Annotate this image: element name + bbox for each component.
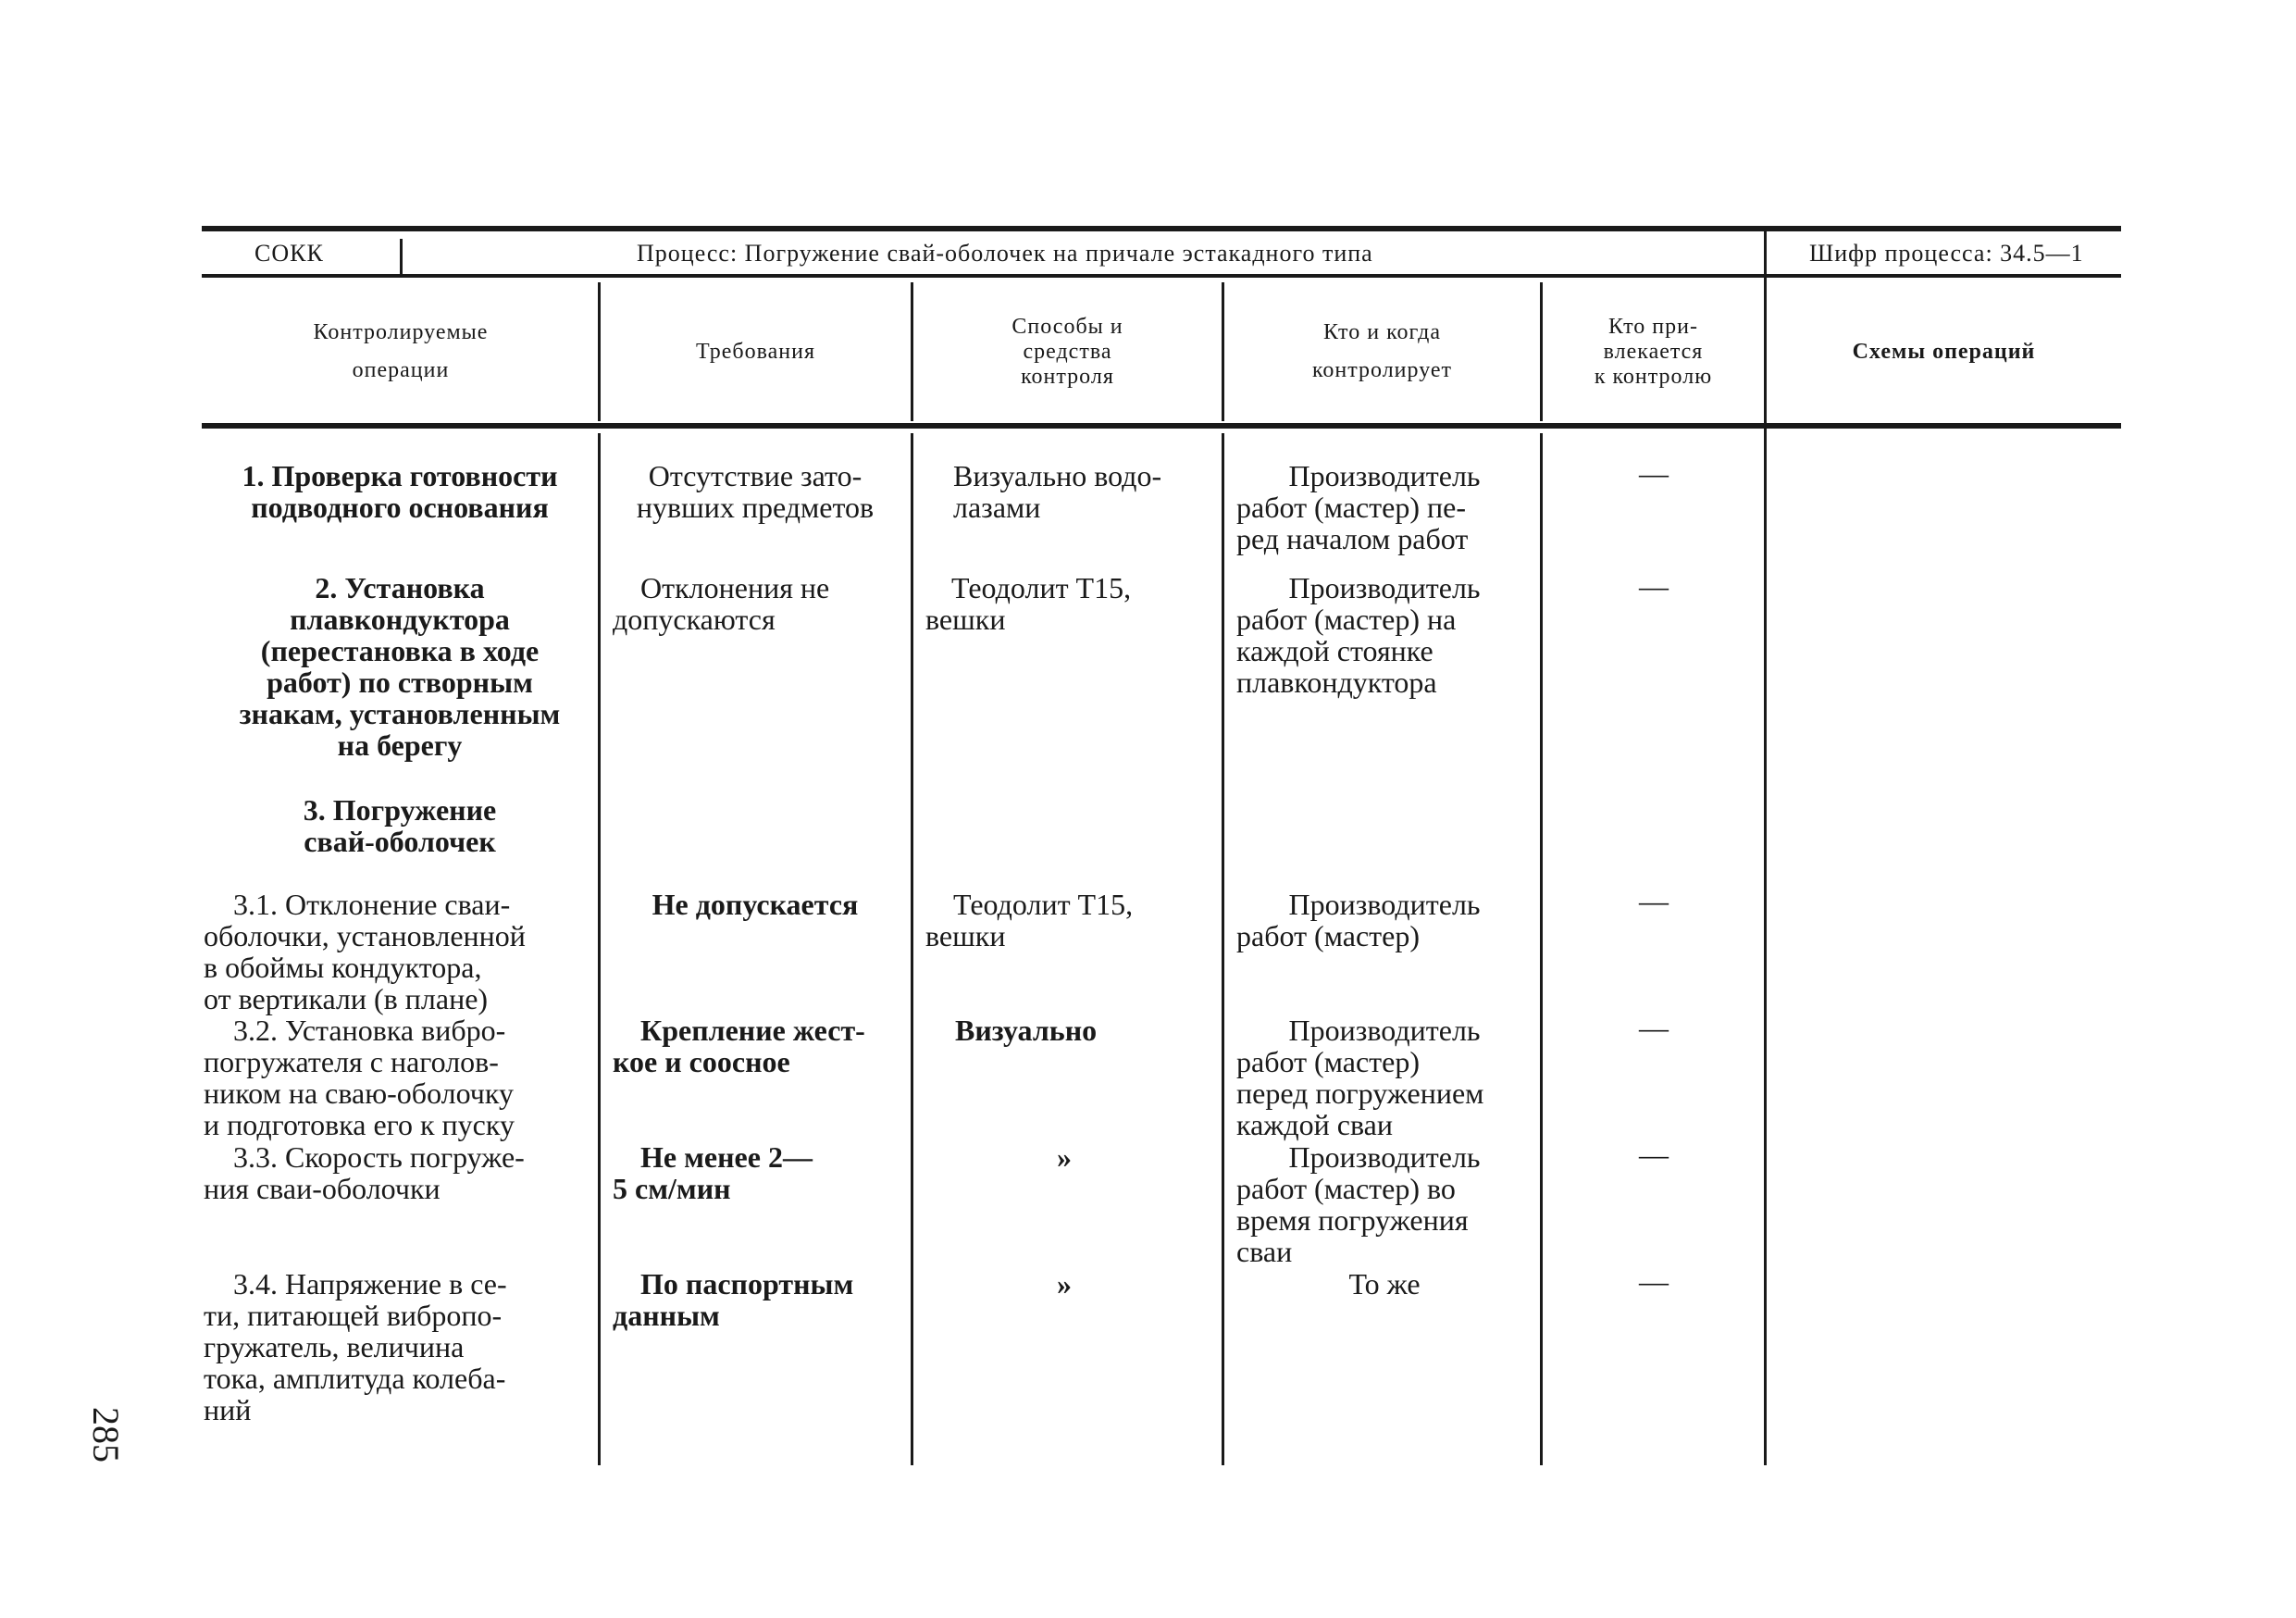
- row33-method-ditto: »: [1057, 1140, 1072, 1174]
- row2-requirement: [613, 572, 900, 635]
- col-header-involved: [1543, 282, 1764, 421]
- col-header-schemes: [1767, 282, 2121, 421]
- col-header-methods: [913, 282, 1222, 421]
- page-number: 285: [85, 1407, 127, 1462]
- text-line: сваи: [1236, 1235, 1293, 1268]
- process-cipher: Шифр процесса: 34.5—1: [1809, 240, 2084, 267]
- row32-requirement: [613, 1014, 900, 1077]
- text-line: подводного основания: [251, 491, 549, 524]
- text-line: 5 см/мин: [613, 1172, 731, 1205]
- row2-who: [1236, 572, 1533, 698]
- text-line: перед погружением: [1236, 1077, 1484, 1110]
- text-line: допускаются: [613, 603, 776, 636]
- row34-involved: —: [1639, 1264, 1669, 1298]
- text-line: работ (мастер): [1236, 1045, 1420, 1078]
- col-header-line: влекается: [1603, 339, 1704, 364]
- text-line: Теодолит Т15,: [953, 888, 1134, 921]
- text-line: тока, амплитуда колеба-: [204, 1362, 506, 1395]
- text-line: То же: [1348, 1267, 1421, 1301]
- text-line: знакам, установленным: [239, 697, 561, 730]
- text-line: (перестановка в ходе: [260, 634, 540, 667]
- row31-operation: [204, 889, 590, 1014]
- row31-involved: —: [1639, 884, 1669, 917]
- body-divider-2: [911, 433, 913, 1465]
- body-divider-1: [598, 433, 601, 1465]
- text-line: каждой сваи: [1236, 1108, 1393, 1141]
- row31-who: [1236, 889, 1533, 952]
- row33-who: [1236, 1141, 1533, 1267]
- text-line: работ (мастер): [1236, 919, 1420, 952]
- text-line: Отсутствие зато-: [648, 459, 863, 492]
- col-header-line: к контролю: [1594, 364, 1713, 389]
- col-header-line: Требования: [695, 339, 815, 364]
- text-line: 3.1. Отклонение сваи-: [233, 888, 511, 921]
- text-line: каждой стоянке: [1236, 634, 1433, 667]
- text-line: ний: [204, 1393, 252, 1426]
- process-title: Процесс: Погружение свай-оболочек на причале эстакадного типа: [637, 240, 1373, 267]
- col-header-requirements: [601, 282, 911, 421]
- row32-who: [1236, 1014, 1533, 1140]
- top-divider-code: [400, 239, 403, 274]
- row1-who: [1236, 460, 1533, 554]
- text-line: 3.3. Скорость погруже-: [233, 1140, 525, 1174]
- text-line: работ (мастер) на: [1236, 603, 1457, 636]
- body-divider-3: [1222, 433, 1224, 1465]
- col-header-line: контроля: [1021, 364, 1114, 389]
- row31-requirement: [607, 889, 903, 920]
- row1-method: [925, 460, 1212, 523]
- row32-method: [925, 1014, 1214, 1046]
- col-header-line: операции: [352, 358, 450, 382]
- row32-involved: —: [1639, 1011, 1669, 1044]
- row2-involved: —: [1639, 569, 1669, 603]
- text-line: По паспортным: [640, 1267, 854, 1301]
- text-line: ти, питающей вибропо-: [204, 1299, 503, 1332]
- col-header-line: контролирует: [1311, 358, 1453, 382]
- text-line: плавкондуктора: [290, 603, 510, 636]
- row34-operation: [204, 1268, 590, 1425]
- text-line: от вертикали (в плане): [204, 982, 489, 1015]
- text-line: 3.2. Установка вибро-: [233, 1014, 506, 1047]
- text-line: Производитель: [1288, 1140, 1481, 1174]
- text-line: 3. Погружение: [303, 793, 497, 827]
- text-line: время погружения: [1236, 1203, 1469, 1237]
- row1-involved: —: [1639, 456, 1669, 490]
- text-line: Визуально водо-: [953, 459, 1162, 492]
- text-line: вешки: [925, 603, 1006, 636]
- row2-method: [925, 572, 1214, 635]
- text-line: вешки: [925, 919, 1006, 952]
- row33-involved: —: [1639, 1138, 1669, 1171]
- text-line: Теодолит Т15,: [951, 571, 1132, 604]
- text-line: работ) по створным: [267, 666, 533, 699]
- text-line: кое и соосное: [613, 1045, 790, 1078]
- row34-who: [1236, 1268, 1533, 1300]
- text-line: Производитель: [1288, 571, 1481, 604]
- text-line: Визуально: [955, 1014, 1098, 1047]
- text-line: ником на сваю-оболочку: [204, 1077, 514, 1110]
- text-line: Производитель: [1288, 888, 1481, 921]
- row33-operation: [204, 1141, 590, 1204]
- text-line: плавкондуктора: [1236, 666, 1437, 699]
- text-line: ред началом работ: [1236, 522, 1469, 555]
- text-line: 1. Проверка готовности: [242, 459, 558, 492]
- text-line: Не менее 2—: [640, 1140, 813, 1174]
- text-line: Крепление жест-: [640, 1014, 865, 1047]
- text-line: Производитель: [1288, 1014, 1481, 1047]
- text-line: ния сваи-оболочки: [204, 1172, 441, 1205]
- col-header-line: Схемы операций: [1852, 339, 2036, 364]
- text-line: свай-оболочек: [304, 825, 496, 858]
- body-divider-4: [1540, 433, 1543, 1465]
- text-line: Производитель: [1288, 459, 1481, 492]
- text-line: Не допускается: [652, 888, 859, 921]
- col-header-who-when: [1224, 282, 1540, 421]
- row34-requirement: [613, 1268, 900, 1331]
- text-line: оболочки, установленной: [204, 919, 526, 952]
- text-line: 2. Установка: [315, 571, 485, 604]
- col-header-operations: [204, 282, 598, 421]
- text-line: и подготовка его к пуску: [204, 1108, 515, 1141]
- row1-operation: [204, 460, 596, 523]
- text-line: работ (мастер) во: [1236, 1172, 1456, 1205]
- row31-method: [925, 889, 1214, 952]
- text-line: нувших предметов: [636, 491, 875, 524]
- row1-requirement: [607, 460, 903, 523]
- col-header-line: Кто и когда: [1322, 320, 1442, 344]
- text-line: Отклонения не: [640, 571, 830, 604]
- text-line: в обоймы кондуктора,: [204, 951, 482, 984]
- text-line: данным: [613, 1299, 720, 1332]
- text-line: работ (мастер) пе-: [1236, 491, 1466, 524]
- row33-requirement: [613, 1141, 900, 1204]
- row3-operation: [204, 794, 596, 857]
- text-line: погружателя с наголов-: [204, 1045, 499, 1078]
- text-line: на берегу: [337, 728, 463, 762]
- text-line: 3.4. Напряжение в се-: [233, 1267, 507, 1301]
- form-code: СОКК: [254, 240, 324, 267]
- row34-method-ditto: »: [1057, 1267, 1072, 1301]
- row2-operation: [204, 572, 596, 761]
- text-line: гружатель, величина: [204, 1330, 465, 1363]
- columns-bottom-rule: [202, 423, 2121, 429]
- col-header-line: Кто при-: [1608, 314, 1698, 339]
- col-header-line: Способы и: [1011, 314, 1123, 339]
- col-header-line: Контролируемые: [313, 320, 489, 344]
- row32-operation: [204, 1014, 590, 1140]
- col-header-line: средства: [1023, 339, 1112, 364]
- text-line: лазами: [953, 491, 1041, 524]
